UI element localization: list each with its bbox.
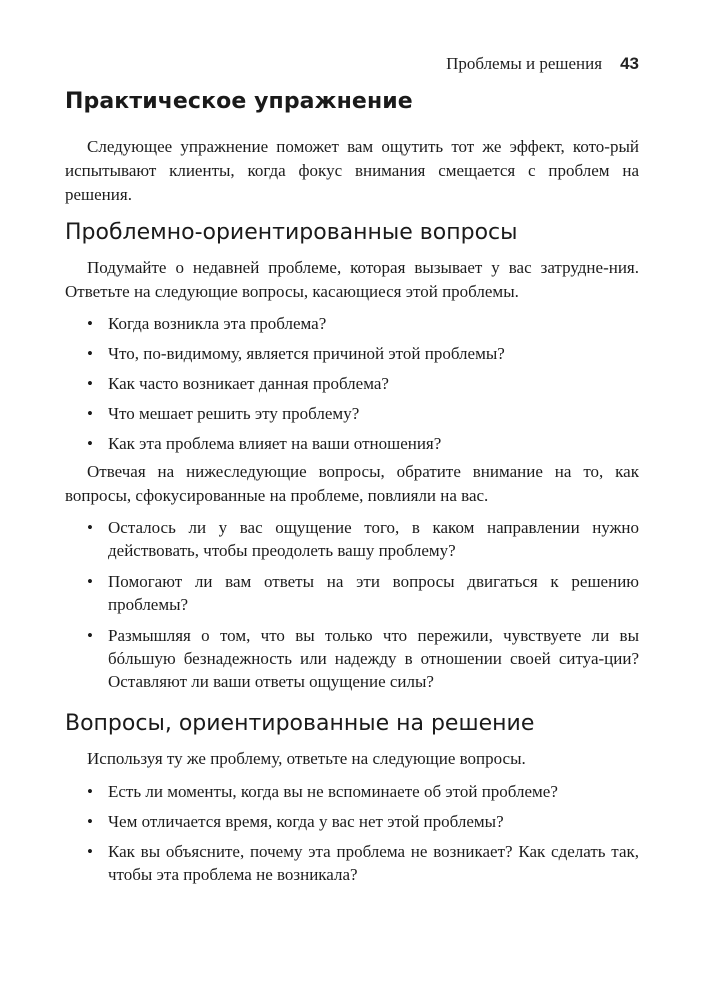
list-item: • Есть ли моменты, когда вы не вспоминаете об этой проблеме? (87, 782, 558, 801)
bullet-icon: • (87, 374, 93, 393)
intro-paragraph: Следующее упражнение поможет вам ощутить тот же эффект, кото-рый испытывают клиенты, когда фокус внимания смещается с проблем на решения. (65, 137, 639, 204)
bullet-icon: • (87, 782, 93, 801)
problem-questions-list (65, 312, 639, 455)
bullet-icon: • (87, 842, 93, 861)
problem-heading: Проблемно-ориентированные вопросы (65, 220, 518, 245)
list-item: • Чем отличается время, когда у вас нет этой проблемы? (87, 812, 504, 831)
reflection-questions-list (65, 516, 639, 693)
bullet-icon: • (87, 572, 93, 591)
list-item: • Как вы объясните, почему эта проблема не возникает? Как сделать так, чтобы эта проблема не возникала? (87, 842, 639, 884)
list-item: • Осталось ли у вас ощущение того, в каком направлении нужно действовать, чтобы преодолеть вашу проблему? (87, 518, 639, 560)
list-item: • Как эта проблема влияет на ваши отношения? (87, 434, 442, 453)
list-item: • Как часто возникает данная проблема? (87, 374, 389, 393)
list-item: • Когда возникла эта проблема? (87, 314, 327, 333)
solution-intro: Используя ту же проблему, ответьте на следующие вопросы. (87, 749, 526, 768)
reflection-intro: Отвечая на нижеследующие вопросы, обратите внимание на то, как вопросы, сфокусированные на проблеме, повлияли на вас. (65, 462, 639, 505)
list-item: • Помогают ли вам ответы на эти вопросы двигаться к решению проблемы? (87, 572, 639, 614)
solution-heading: Вопросы, ориентированные на решение (65, 711, 535, 736)
bullet-icon: • (87, 434, 93, 453)
page-number: 43 (620, 54, 639, 73)
bullet-icon: • (87, 626, 93, 645)
problem-intro: Подумайте о недавней проблеме, которая вызывает у вас затрудне-ния. Ответьте на следующие вопросы, касающиеся этой проблемы. (65, 258, 639, 301)
bullet-icon: • (87, 344, 93, 363)
list-item: • Что мешает решить эту проблему? (87, 404, 360, 423)
bullet-icon: • (87, 314, 93, 333)
running-header (446, 54, 639, 74)
bullet-icon: • (87, 404, 93, 423)
bullet-icon: • (87, 812, 93, 831)
section-title: Практическое упражнение (65, 89, 413, 114)
bullet-icon: • (87, 518, 93, 537)
solution-questions-list (65, 780, 639, 886)
running-title: Проблемы и решения (446, 54, 603, 73)
list-item: • Что, по-видимому, является причиной этой проблемы? (87, 344, 505, 363)
list-item: • Размышляя о том, что вы только что пережили, чувствуете ли вы бóльшую безнадежность или надежду в отношении своей ситуа-ции? Оставляют ли ваши ответы ощущение силы? (87, 626, 639, 691)
